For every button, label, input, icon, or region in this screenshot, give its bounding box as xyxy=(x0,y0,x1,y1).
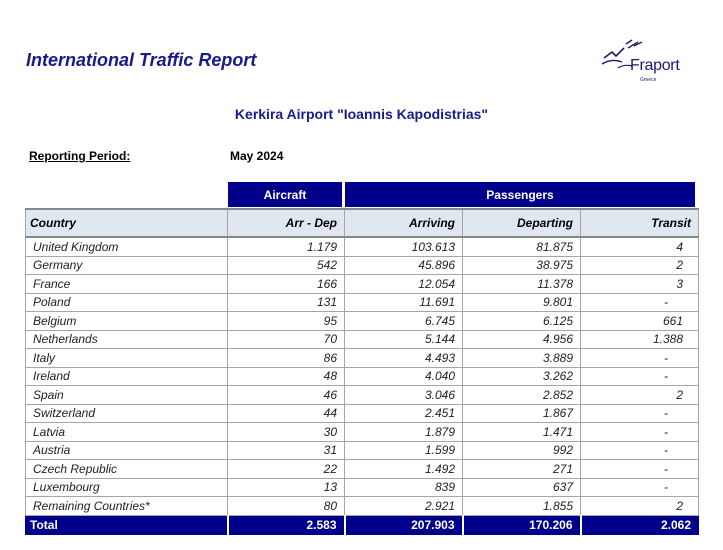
arriving-cell: 12.054 xyxy=(345,275,463,294)
departing-cell: 3.262 xyxy=(463,367,581,386)
country-cell: Luxembourg xyxy=(26,478,228,497)
logo-brand: Fraport xyxy=(630,57,680,74)
departing-cell: 1.855 xyxy=(463,497,581,516)
column-header-arriving: Arriving xyxy=(345,209,463,237)
arr-dep-cell: 1.179 xyxy=(228,237,345,256)
passengers-group-header: Passengers xyxy=(345,182,695,207)
country-cell: Remaining Countries* xyxy=(26,497,228,516)
report-title: International Traffic Report xyxy=(26,50,257,70)
arr-dep-cell: 30 xyxy=(228,423,345,442)
transit-cell: 2 xyxy=(581,256,699,275)
transit-cell: - xyxy=(581,367,699,386)
country-cell: France xyxy=(26,275,228,294)
transit-cell: - xyxy=(581,478,699,497)
country-cell: Ireland xyxy=(26,367,228,386)
departing-cell: 271 xyxy=(463,460,581,479)
departing-cell: 38.975 xyxy=(463,256,581,275)
arriving-cell: 11.691 xyxy=(345,293,463,312)
total-row xyxy=(26,515,699,534)
arr-dep-cell: 44 xyxy=(228,404,345,423)
transit-cell: 2 xyxy=(581,386,699,405)
arriving-cell: 2.921 xyxy=(345,497,463,516)
logo-subtitle: Greece xyxy=(640,77,657,83)
country-cell: Switzerland xyxy=(26,404,228,423)
arriving-cell: 1.492 xyxy=(345,460,463,479)
total-arr-dep: 2.583 xyxy=(228,515,345,534)
arr-dep-cell: 166 xyxy=(228,275,345,294)
arr-dep-cell: 46 xyxy=(228,386,345,405)
total-arriving: 207.903 xyxy=(345,515,463,534)
country-cell: United Kingdom xyxy=(26,237,228,256)
table-row xyxy=(26,423,699,442)
departing-cell: 992 xyxy=(463,441,581,460)
column-header-departing: Departing xyxy=(463,209,581,237)
aircraft-group-header: Aircraft xyxy=(228,182,342,207)
departing-cell: 1.867 xyxy=(463,404,581,423)
table-row xyxy=(26,497,699,516)
transit-cell: 1.388 xyxy=(581,330,699,349)
arriving-cell: 2.451 xyxy=(345,404,463,423)
table-row xyxy=(26,237,699,256)
table-row xyxy=(26,478,699,497)
departing-cell: 6.125 xyxy=(463,312,581,331)
departing-cell: 637 xyxy=(463,478,581,497)
transit-cell: - xyxy=(581,460,699,479)
transit-cell: 4 xyxy=(581,237,699,256)
arr-dep-cell: 13 xyxy=(228,478,345,497)
table-body xyxy=(26,237,699,515)
total-transit: 2.062 xyxy=(581,515,699,534)
reporting-period-label: Reporting Period: xyxy=(29,149,131,163)
country-cell: Italy xyxy=(26,349,228,368)
departing-cell: 4.956 xyxy=(463,330,581,349)
column-header-country: Country xyxy=(26,209,228,237)
table-row xyxy=(26,312,699,331)
country-cell: Latvia xyxy=(26,423,228,442)
arriving-cell: 4.493 xyxy=(345,349,463,368)
arr-dep-cell: 86 xyxy=(228,349,345,368)
arriving-cell: 4.040 xyxy=(345,367,463,386)
reporting-period-value: May 2024 xyxy=(230,149,284,163)
arr-dep-cell: 95 xyxy=(228,312,345,331)
table-row xyxy=(26,404,699,423)
traffic-table xyxy=(25,208,699,535)
country-cell: Austria xyxy=(26,441,228,460)
transit-cell: - xyxy=(581,349,699,368)
country-cell: Netherlands xyxy=(26,330,228,349)
country-cell: Spain xyxy=(26,386,228,405)
arriving-cell: 1.599 xyxy=(345,441,463,460)
transit-cell: - xyxy=(581,441,699,460)
arriving-cell: 839 xyxy=(345,478,463,497)
country-cell: Belgium xyxy=(26,312,228,331)
total-label: Total xyxy=(26,515,228,534)
table-row xyxy=(26,441,699,460)
transit-cell: 3 xyxy=(581,275,699,294)
column-header-arr-dep: Arr - Dep xyxy=(228,209,345,237)
table-row xyxy=(26,330,699,349)
arr-dep-cell: 48 xyxy=(228,367,345,386)
arr-dep-cell: 80 xyxy=(228,497,345,516)
country-cell: Czech Republic xyxy=(26,460,228,479)
arr-dep-cell: 22 xyxy=(228,460,345,479)
total-departing: 170.206 xyxy=(463,515,581,534)
airport-title: Kerkira Airport "Ioannis Kapodistrias" xyxy=(234,106,489,122)
departing-cell: 11.378 xyxy=(463,275,581,294)
transit-cell: - xyxy=(581,293,699,312)
column-header-transit: Transit xyxy=(581,209,699,237)
departing-cell: 81.875 xyxy=(463,237,581,256)
transit-cell: - xyxy=(581,423,699,442)
table-row xyxy=(26,460,699,479)
country-cell: Poland xyxy=(26,293,228,312)
table-row xyxy=(26,293,699,312)
table-row xyxy=(26,349,699,368)
arriving-cell: 1.879 xyxy=(345,423,463,442)
arr-dep-cell: 31 xyxy=(228,441,345,460)
table-row xyxy=(26,386,699,405)
arr-dep-cell: 131 xyxy=(228,293,345,312)
departing-cell: 1.471 xyxy=(463,423,581,442)
arriving-cell: 3.046 xyxy=(345,386,463,405)
departing-cell: 3.889 xyxy=(463,349,581,368)
table-row xyxy=(26,367,699,386)
arriving-cell: 45.896 xyxy=(345,256,463,275)
departing-cell: 2.852 xyxy=(463,386,581,405)
arriving-cell: 103.613 xyxy=(345,237,463,256)
table-row xyxy=(26,256,699,275)
arr-dep-cell: 542 xyxy=(228,256,345,275)
departing-cell: 9.801 xyxy=(463,293,581,312)
table-row xyxy=(26,275,699,294)
transit-cell: 2 xyxy=(581,497,699,516)
arriving-cell: 5.144 xyxy=(345,330,463,349)
country-cell: Germany xyxy=(26,256,228,275)
arr-dep-cell: 70 xyxy=(228,330,345,349)
transit-cell: 661 xyxy=(581,312,699,331)
transit-cell: - xyxy=(581,404,699,423)
table-header-row xyxy=(26,209,699,237)
arriving-cell: 6.745 xyxy=(345,312,463,331)
